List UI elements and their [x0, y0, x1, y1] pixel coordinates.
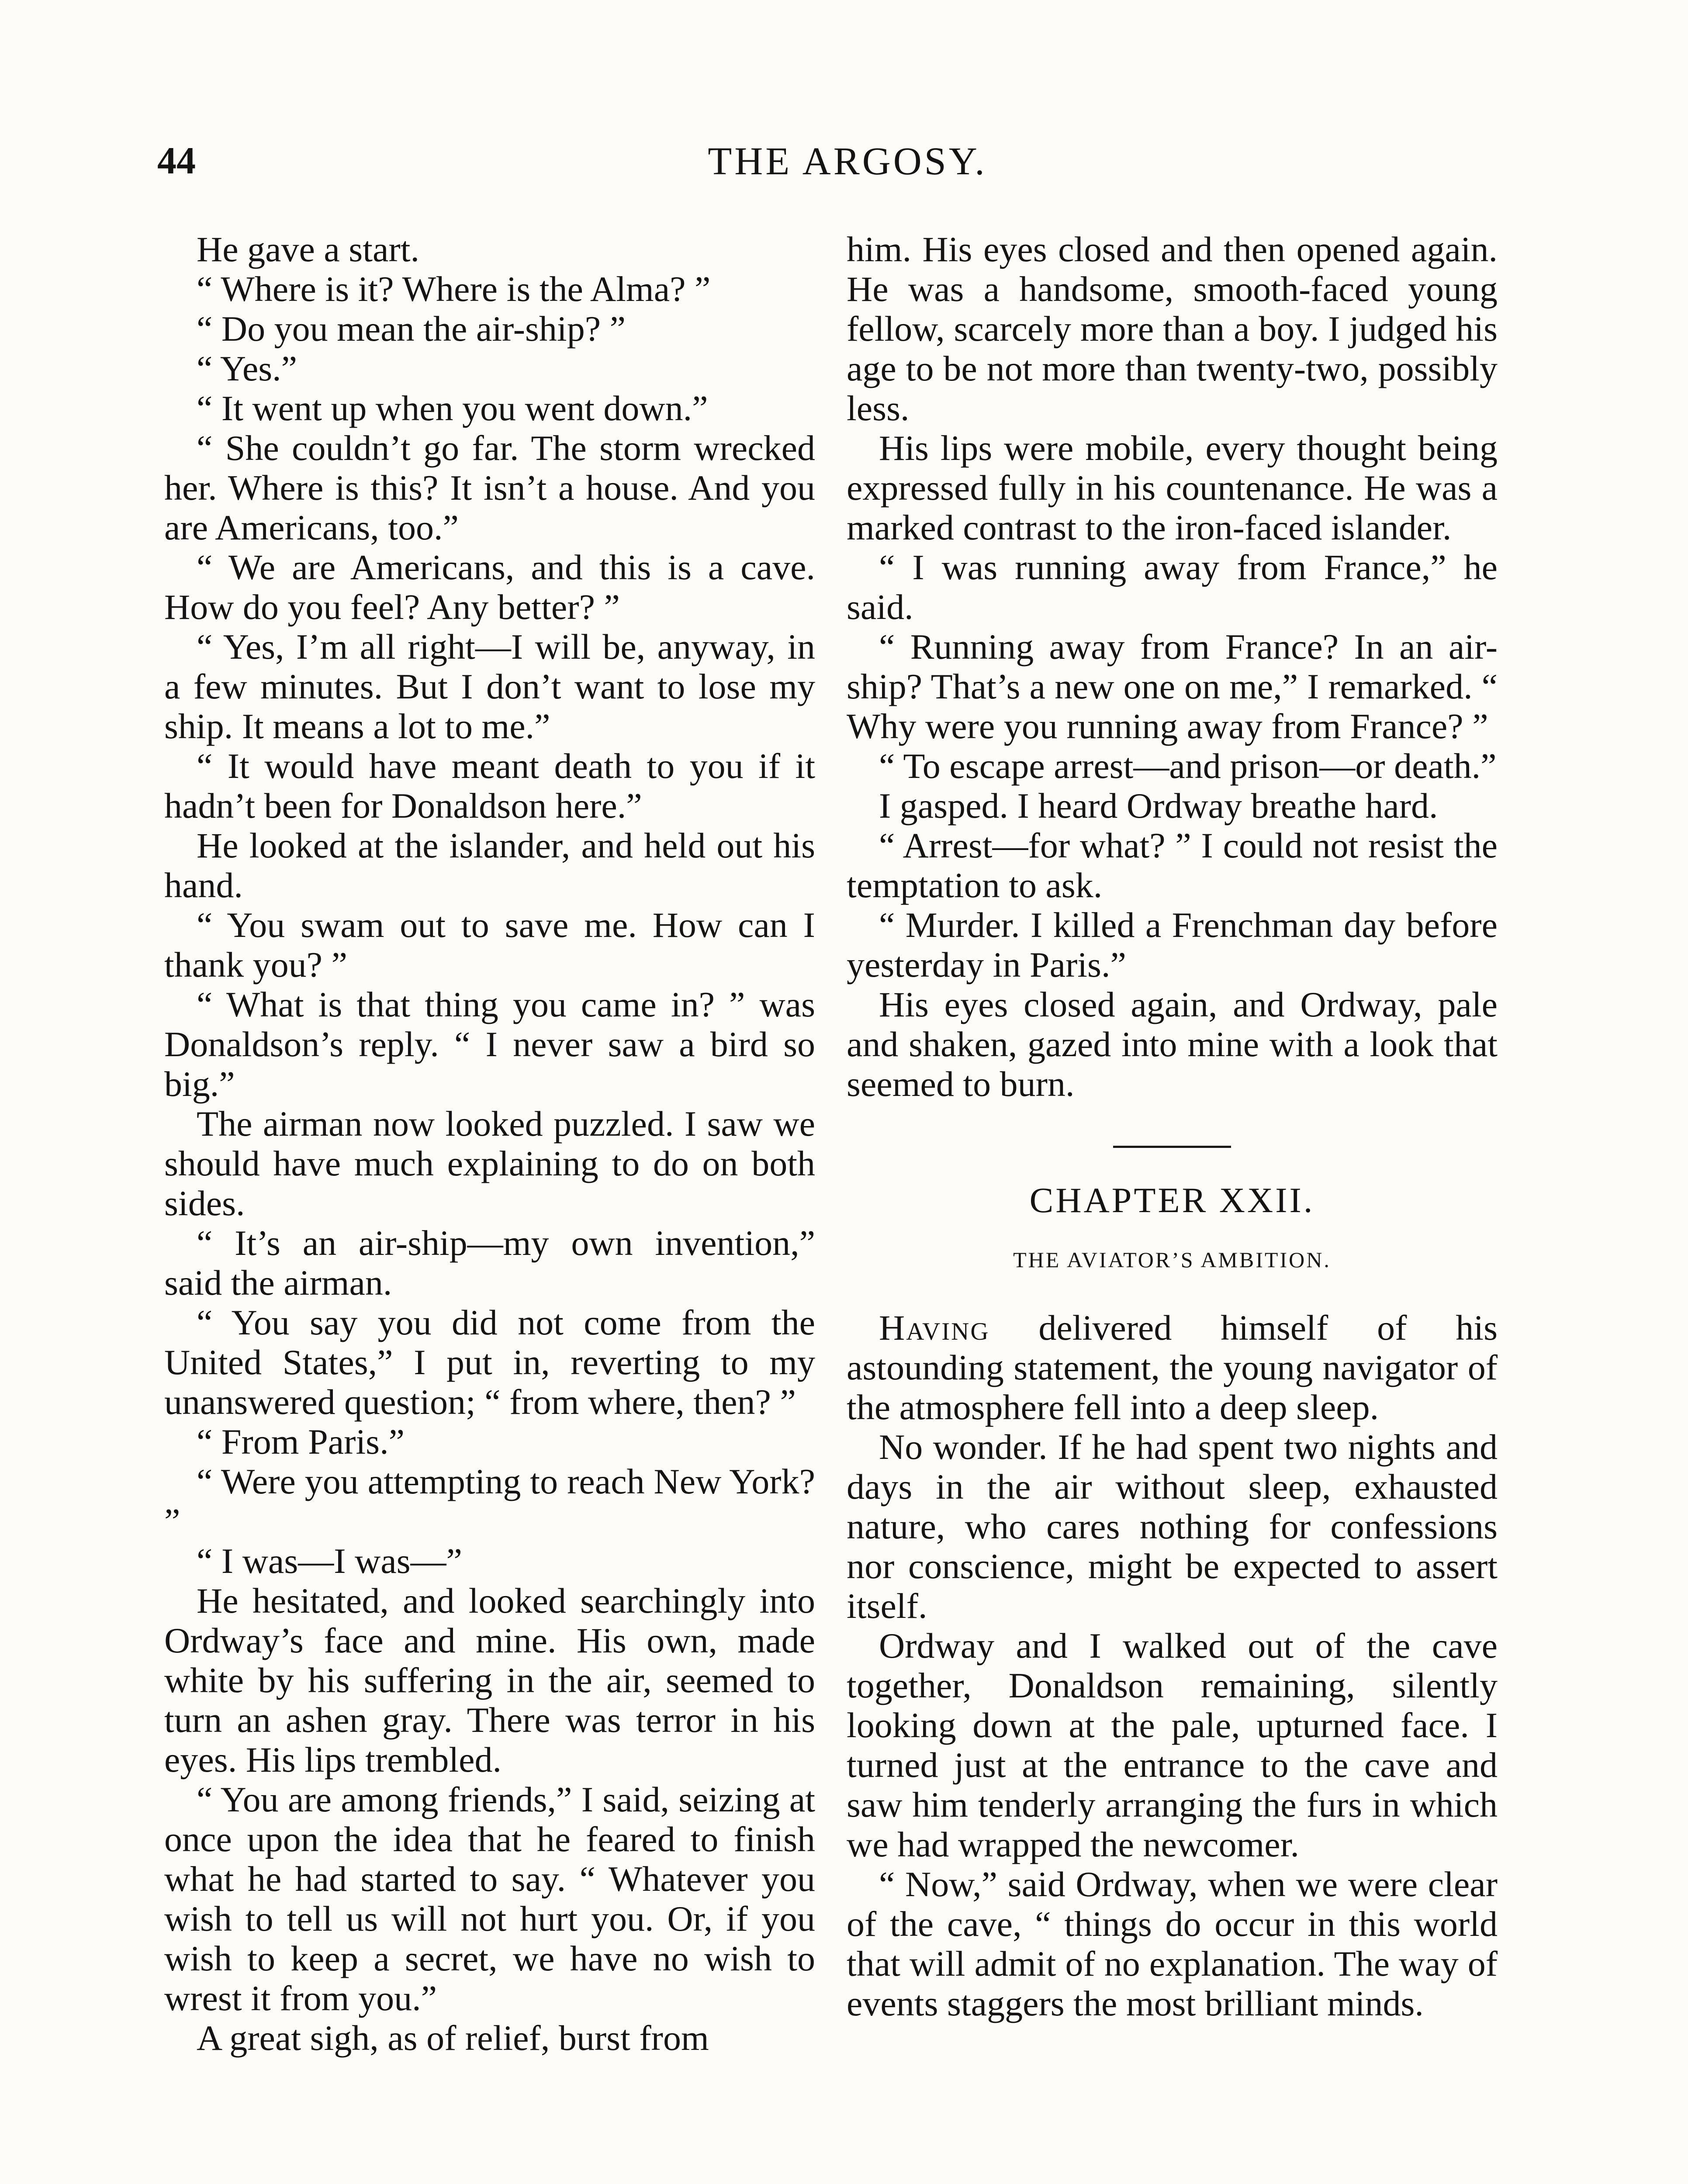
paragraph: “ From Paris.” — [197, 1422, 405, 1462]
page-header — [157, 139, 1538, 200]
paragraph: “ I was running away from France,” he said. — [847, 547, 1498, 627]
chapter-title: CHAPTER XXII. — [1029, 1180, 1315, 1220]
paragraph: “ It went up when you went down.” — [197, 388, 708, 428]
left-column — [164, 229, 815, 2058]
paragraph: I gasped. I heard Ordway breathe hard. — [879, 786, 1438, 826]
paragraph: “ To escape arrest—and prison—or death.” — [879, 746, 1497, 786]
paragraph: “ We are Americans, and this is a cave. How do you feel? Any better? ” — [164, 547, 815, 627]
paragraph: him. His eyes closed and then opened again. He was a handsome, smooth-faced young fellow, scarcely more than a boy. I judged his age to be not more than twenty-two, possibly less. — [847, 229, 1498, 428]
running-title: THE ARGOSY. — [708, 140, 987, 183]
chapter-subtitle: THE AVIATOR’S AMBITION. — [1013, 1248, 1331, 1272]
paragraph: He looked at the islander, and held out his hand. — [164, 826, 815, 905]
paragraph: “ Do you mean the air-ship? ” — [197, 309, 626, 349]
page-number: 44 — [157, 140, 196, 182]
chapter-opening-text: delivered himself of his astounding statement, the young navigator of the atmosphere fell into a deep sleep. — [847, 1308, 1498, 1427]
paragraph: “ Running away from France? In an air-ship? That’s a new one on me,” I remarked. “ Why were you running away from France? ” — [847, 627, 1498, 746]
paragraph: A great sigh, as of relief, burst from — [197, 2018, 709, 2058]
chapter-opening-paragraph — [847, 1308, 1498, 1427]
paragraph: “ Murder. I killed a Frenchman day before yesterday in Paris.” — [847, 905, 1498, 985]
paragraph: He gave a start. — [197, 229, 419, 269]
paragraph: “ Where is it? Where is the Alma? ” — [197, 269, 711, 309]
chapter-divider — [1113, 1146, 1231, 1148]
paragraph: His lips were mobile, every thought being expressed fully in his countenance. He was a marked contrast to the iron-faced islander. — [847, 428, 1498, 547]
paragraph: “ You are among friends,” I said, seizing at once upon the idea that he feared to finish what he had started to say. “ Whatever you wish to tell us will not hurt you. Or, if you wish to keep a secret, we have no wish to wrest it from you.” — [164, 1780, 815, 2018]
paragraph: Ordway and I walked out of the cave together, Donaldson remaining, silently looking down at the pale, upturned face. I turned just at the entrance to the cave and saw him tenderly arranging the furs in which we had wrapped the newcomer. — [847, 1626, 1498, 1864]
paragraph: “ What is that thing you came in? ” was Donaldson’s reply. “ I never saw a bird so big.” — [164, 985, 815, 1104]
paragraph: “ Arrest—for what? ” I could not resist the temptation to ask. — [847, 826, 1498, 905]
paragraph: He hesitated, and looked searchingly into Ordway’s face and mine. His own, made white by his suffering in the air, seemed to turn an ashen gray. There was terror in his eyes. His lips trembled. — [164, 1581, 815, 1780]
paragraph: “ Yes, I’m all right—I will be, anyway, in a few minutes. But I don’t want to lose my ship. It means a lot to me.” — [164, 627, 815, 746]
chapter-lead-word: Having — [879, 1308, 990, 1348]
paragraph: “ She couldn’t go far. The storm wrecked her. Where is this? It isn’t a house. And you are Americans, too.” — [164, 428, 815, 547]
right-column — [847, 229, 1498, 2023]
paragraph: “ Were you attempting to reach New York? ” — [164, 1462, 815, 1541]
paragraph: “ Yes.” — [197, 349, 297, 388]
paragraph: “ You swam out to save me. How can I thank you? ” — [164, 905, 815, 985]
paragraph: “ Now,” said Ordway, when we were clear of the cave, “ things do occur in this world that will admit of no explanation. The way of events staggers the most brilliant minds. — [847, 1864, 1498, 2023]
paragraph: His eyes closed again, and Ordway, pale and shaken, gazed into mine with a look that seemed to burn. — [847, 985, 1498, 1104]
paragraph: The airman now looked puzzled. I saw we should have much explaining to do on both sides. — [164, 1104, 815, 1223]
paragraph: “ I was—I was—” — [197, 1541, 462, 1581]
paragraph: “ You say you did not come from the United States,” I put in, reverting to my unanswered question; “ from where, then? ” — [164, 1303, 815, 1422]
paragraph: “ It’s an air-ship—my own invention,” said the airman. — [164, 1223, 815, 1303]
paragraph: No wonder. If he had spent two nights and days in the air without sleep, exhausted nature, who cares nothing for confessions nor conscience, might be expected to assert itself. — [847, 1427, 1498, 1626]
paragraph: “ It would have meant death to you if it hadn’t been for Donaldson here.” — [164, 746, 815, 826]
